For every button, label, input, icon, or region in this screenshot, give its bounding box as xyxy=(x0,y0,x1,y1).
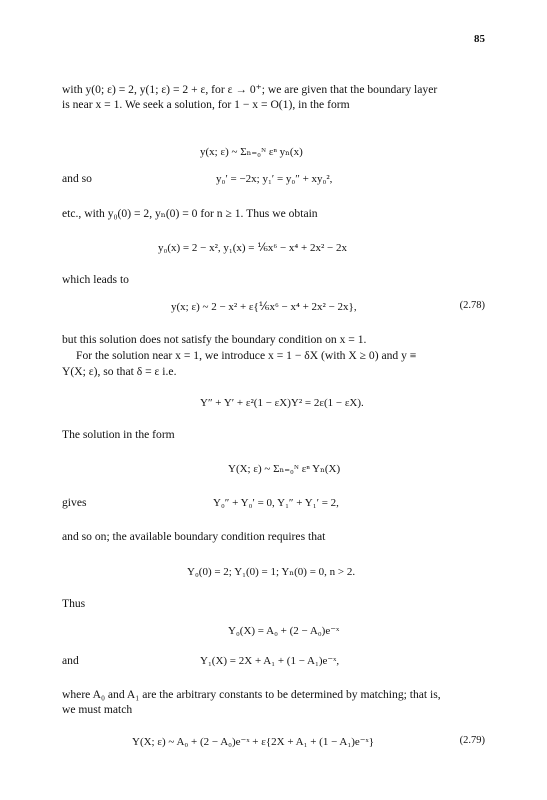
paragraph-line: with y(0; ε) = 2, y(1; ε) = 2 + ε, for ε → 0⁺; we are given that the boundary layer xyxy=(62,83,438,96)
equation-Y1: Y₁(X) = 2X + A₁ + (1 − A₁)e⁻ˣ, xyxy=(200,655,340,667)
equation-inner-recurrence: Y₀″ + Y₀′ = 0, Y₁″ + Y₁′ = 2, xyxy=(213,497,339,509)
equation-outer-series: y(x; ε) ~ Σₙ₌₀ᴺ εⁿ yₙ(x) xyxy=(200,146,303,158)
page-number: 85 xyxy=(474,33,485,45)
equation-outer-recurrence: y₀′ = −2x; y₁′ = y₀″ + xy₀², xyxy=(216,173,333,185)
paragraph-line: Y(X; ε), so that δ = ε i.e. xyxy=(62,365,177,378)
paragraph-line: The solution in the form xyxy=(62,428,175,441)
and-label: and xyxy=(62,654,79,667)
and-so-label: and so xyxy=(62,172,92,185)
paragraph-line: which leads to xyxy=(62,273,129,286)
paragraph-line: is near x = 1. We seek a solution, for 1 − x = O(1), in the form xyxy=(62,98,350,111)
paragraph-line: where A₀ and A₁ are the arbitrary constants to be determined by matching; that is, xyxy=(62,688,441,701)
equation-inner: Y″ + Y′ + ε²(1 − εX)Y² = 2ε(1 − εX). xyxy=(200,397,364,409)
equation-number: (2.78) xyxy=(459,300,485,311)
equation-Y0: Y₀(X) = A₀ + (2 − A₀)e⁻ˣ xyxy=(228,625,340,637)
equation-inner-bc: Y₀(0) = 2; Y₁(0) = 1; Yₙ(0) = 0, n > 2. xyxy=(187,566,356,578)
paragraph-line: For the solution near x = 1, we introduce x = 1 − δX (with X ≥ 0) and y ≡ xyxy=(76,349,417,362)
thus-label: Thus xyxy=(62,597,86,610)
equation-number: (2.79) xyxy=(459,735,485,746)
equation-outer-terms: y₀(x) = 2 − x², y₁(x) = ⅙x⁶ − x⁴ + 2x² − 2x xyxy=(158,242,347,254)
paragraph-line: we must match xyxy=(62,703,133,716)
gives-label: gives xyxy=(62,496,87,509)
paragraph-line: and so on; the available boundary condition requires that xyxy=(62,530,326,543)
equation-2-79: Y(X; ε) ~ A₀ + (2 − A₀)e⁻ˣ + ε{2X + A₁ + (1 − A₁)e⁻ˣ} xyxy=(132,736,375,748)
paragraph-line: etc., with y₀(0) = 2, yₙ(0) = 0 for n ≥ 1. Thus we obtain xyxy=(62,207,318,220)
equation-2-78: y(x; ε) ~ 2 − x² + ε{⅙x⁶ − x⁴ + 2x² − 2x}, xyxy=(171,301,357,313)
equation-inner-series: Y(X; ε) ~ Σₙ₌₀ᴺ εⁿ Yₙ(X) xyxy=(228,463,341,475)
paragraph-line: but this solution does not satisfy the boundary condition on x = 1. xyxy=(62,333,367,346)
